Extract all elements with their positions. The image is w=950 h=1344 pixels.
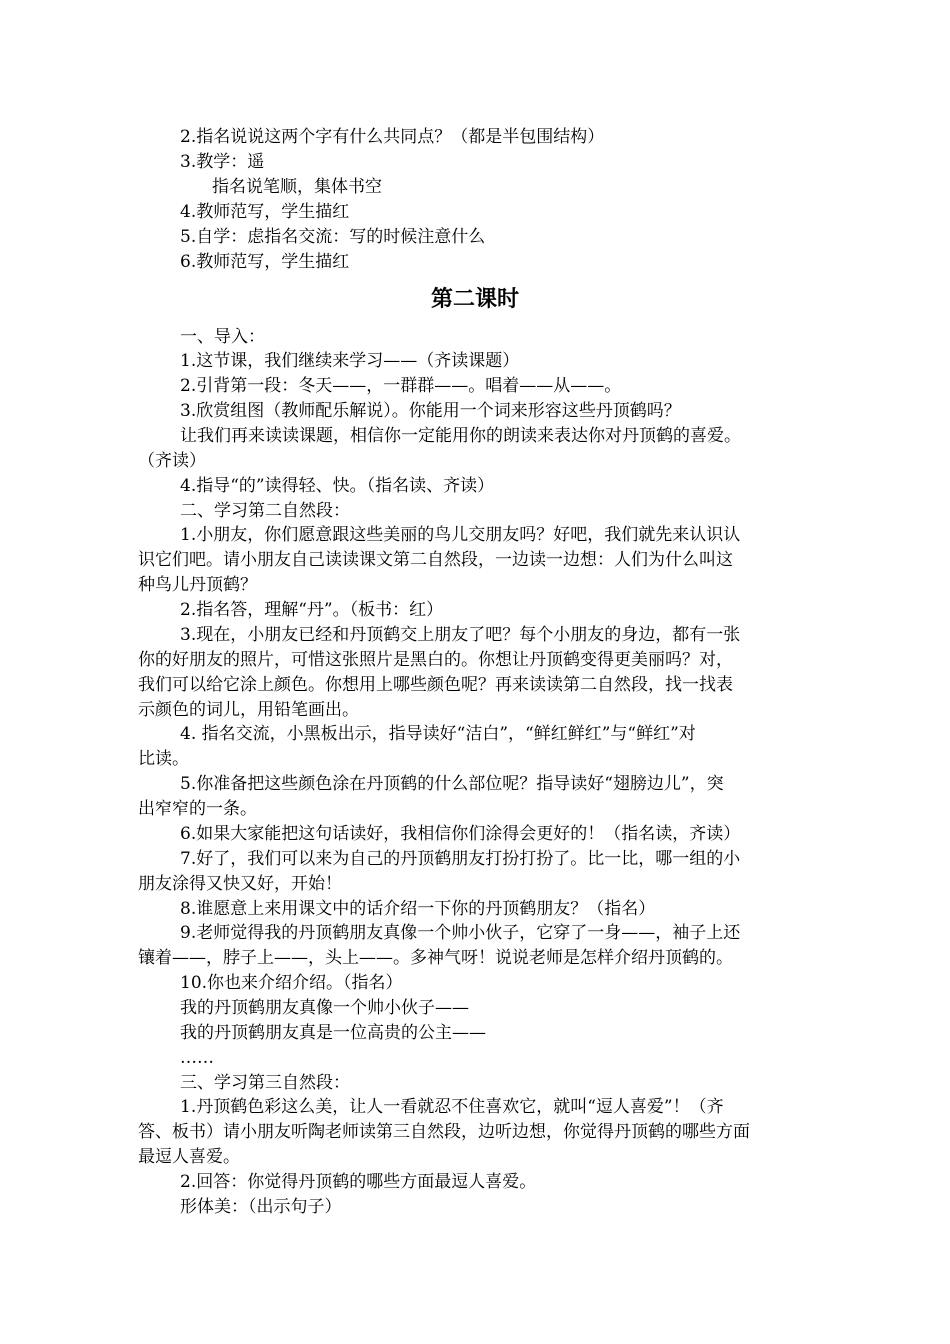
heading-line: 一、导入： [180, 327, 265, 347]
text-line: 3.教学：遥 [180, 152, 265, 172]
text-line: 1.这节课，我们继续来学习——（齐读课题） [180, 351, 520, 371]
text-line: 最逗人喜爱。 [138, 1147, 240, 1167]
text-line: 让我们再来读读课题，相信你一定能用你的朗读来表达你对丹顶鹤的喜爱。 [180, 426, 741, 446]
text-line: 2.回答：你觉得丹顶鹤的哪些方面最逗人喜爱。 [180, 1172, 537, 1192]
text-line: 4.指导“的”读得轻、快。（指名读、齐读） [180, 476, 495, 496]
text-line: 答、板书）请小朋友听陶老师读第三自然段，边听边想，你觉得丹顶鹤的哪些方面 [138, 1122, 750, 1142]
section-title: 第二课时 [430, 287, 519, 312]
text-line: 3.现在，小朋友已经和丹顶鹤交上朋友了吧？每个小朋友的身边，都有一张 [180, 625, 741, 645]
text-line: 8.谁愿意上来用课文中的话介绍一下你的丹顶鹤朋友？（指名） [180, 899, 656, 919]
text-line: 9.老师觉得我的丹顶鹤朋友真像一个帅小伙子，它穿了一身——，袖子上还 [180, 923, 741, 943]
text-line: 3.欣赏组图（教师配乐解说）。你能用一个词来形容这些丹顶鹤吗？ [180, 401, 681, 421]
text-line: 2.指名答，理解“丹”。（板书：红） [180, 600, 444, 620]
text-line: 识它们吧。请小朋友自己读读课文第二自然段，一边读一边想：人们为什么叫这 [138, 550, 733, 570]
text-line: 我的丹顶鹤朋友真像一个帅小伙子—— [180, 998, 469, 1018]
text-line: 镶着——，脖子上——，头上——。多神气呀！说说老师是怎样介绍丹顶鹤的。 [138, 948, 733, 968]
heading-line: 二、学习第二自然段： [180, 501, 350, 521]
text-line: 指名说笔顺，集体书空 [212, 177, 382, 197]
text-line: 5.自学：虑指名交流：写的时候注意什么 [180, 227, 486, 247]
heading-line: 三、学习第三自然段： [180, 1073, 350, 1093]
text-line: （齐读） [138, 451, 206, 471]
text-line: 出窄窄的一条。 [138, 799, 257, 819]
text-line: 6.教师范写，学生描红 [180, 252, 350, 272]
text-line: 7.好了，我们可以来为自己的丹顶鹤朋友打扮打扮了。比一比，哪一组的小 [180, 849, 741, 869]
text-line: 4.教师范写，学生描红 [180, 202, 350, 222]
text-line: 6.如果大家能把这句话读好，我相信你们涂得会更好的！（指名读，齐读） [180, 824, 741, 844]
text-line: 4. 指名交流，小黑板出示，指导读好“洁白”，“鲜红鲜红”与“鲜红”对 [180, 724, 696, 744]
text-line: 10.你也来介绍介绍。（指名） [180, 973, 403, 993]
text-line: 5.你准备把这些颜色涂在丹顶鹤的什么部位呢？指导读好“翅膀边儿”，突 [180, 774, 724, 794]
text-line: 示颜色的词儿，用铅笔画出。 [138, 700, 359, 720]
text-line: 2.指名说说这两个字有什么共同点？（都是半包围结构） [180, 127, 605, 147]
text-line: 1.小朋友，你们愿意跟这些美丽的鸟儿交朋友吗？好吧，我们就先来认识认 [180, 525, 741, 545]
text-line: 比读。 [138, 749, 189, 769]
text-line: 我的丹顶鹤朋友真是一位高贵的公主—— [180, 1023, 486, 1043]
text-line: …… [180, 1048, 214, 1068]
text-line: 1.丹顶鹤色彩这么美，让人一看就忍不住喜欢它，就叫“逗人喜爱”！（齐 [180, 1097, 724, 1117]
text-line: 你的好朋友的照片，可惜这张照片是黑白的。你想让丹顶鹤变得更美丽吗？对， [138, 650, 733, 670]
text-line: 形体美：（出示句子） [180, 1197, 342, 1217]
text-line: 2.引背第一段：冬天——，一群群——。唱着——从——。 [180, 376, 622, 396]
text-line: 种鸟儿丹顶鹤？ [138, 575, 257, 595]
text-line: 我们可以给它涂上颜色。你想用上哪些颜色呢？再来读读第二自然段，找一找表 [138, 675, 733, 695]
text-line: 朋友涂得又快又好，开始！ [138, 874, 342, 894]
